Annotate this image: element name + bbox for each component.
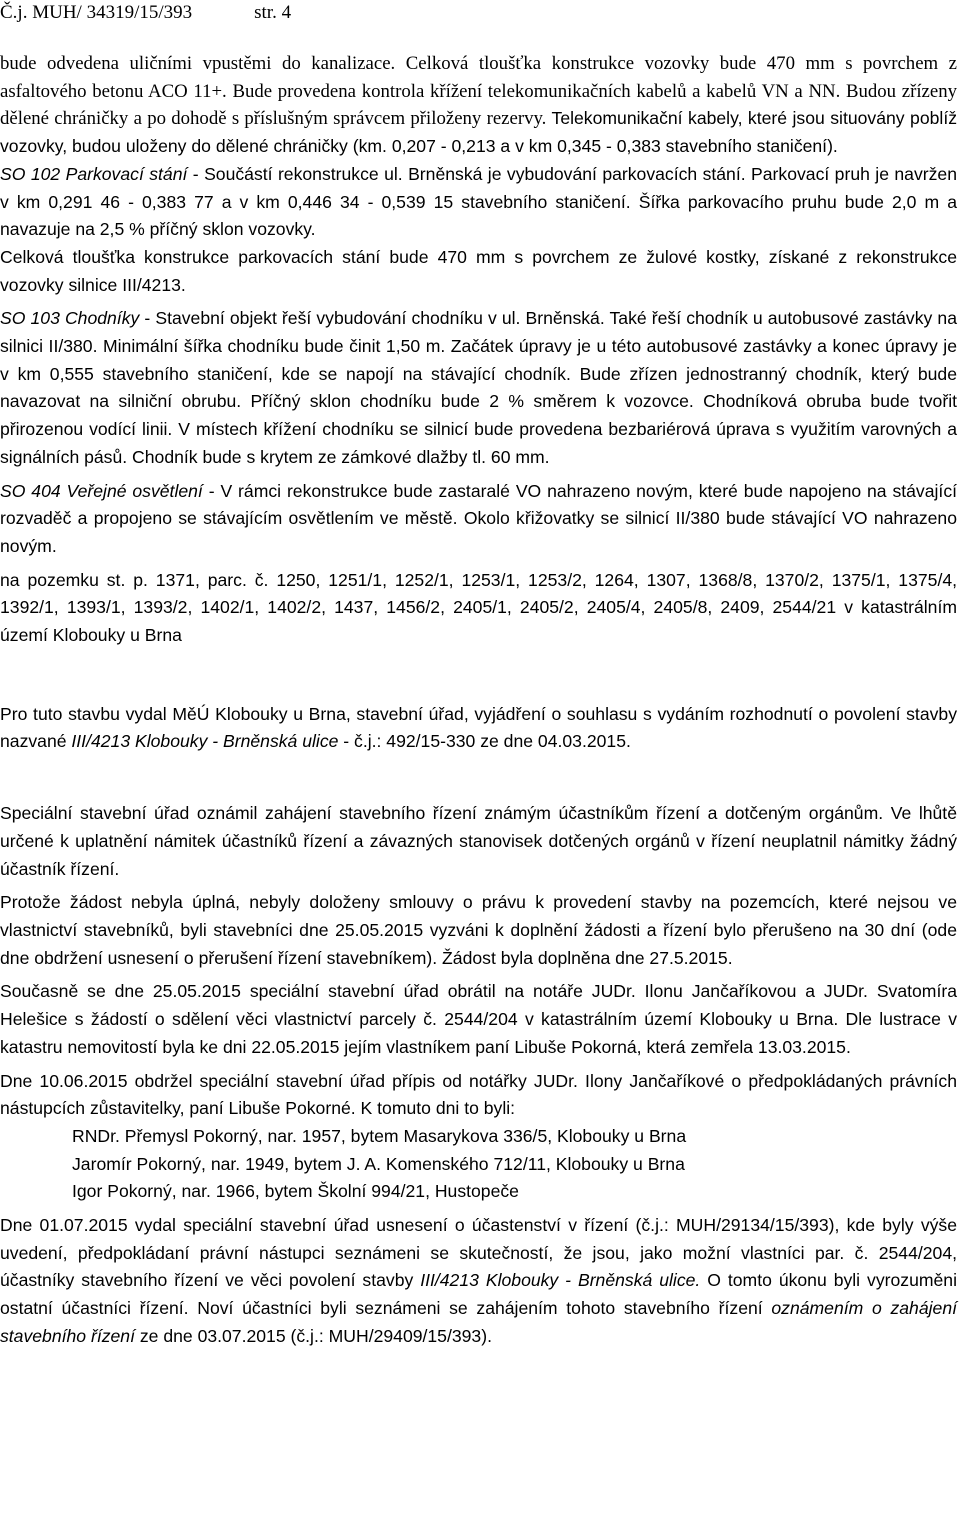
so102-title: SO 102 Parkovací stání [0, 163, 188, 184]
vydal-text-2: - č.j.: 492/15-330 ze dne 04.03.2015. [338, 731, 631, 752]
page-number: str. 4 [254, 2, 292, 23]
heirs-list [0, 1123, 957, 1206]
paragraph-so103 [0, 305, 957, 471]
list-item: RNDr. Přemysl Pokorný, nar. 1957, bytem Masarykova 336/5, Klobouky u Brna [72, 1125, 687, 1146]
so103-title: SO 103 Chodníky [0, 308, 140, 329]
paragraph-so404 [0, 478, 957, 561]
paragraph-vydal [0, 701, 957, 756]
paragraph-final [0, 1212, 957, 1351]
paragraph-protoze: Protože žádost nebyla úplná, nebyly doloženy smlouvy o právu k provedení stavby na pozemcích, které nejsou ve vlastnictví stavebníků, byli stavebníci dne 25.05.2015 vyzváni k doplnění žádosti a řízení bylo přerušeno na 30 dní (ode dne obdržení usnesení o přerušení řízení stavebníkem). Žádost byla doplněna dne 27.5.2015. [0, 892, 957, 968]
so404-text: - V rámci rekonstrukce bude zastaralé VO nahrazeno novým, které bude napojeno na stávající rozvaděč a propojeno se stávajícím osvětlením ve městě. Okolo křižovatky se silnicí II/380 bude stávající VO nahrazeno novým. [0, 480, 957, 556]
paragraph-soucasne: Současně se dne 25.05.2015 speciální stavební úřad obrátil na notáře JUDr. Ilonu Jančaříkovou a JUDr. Svatomíra Helešice s žádostí o sdělení věci vlastnictví parcely č. 2544/204 v katastrálním území Klobouky u Brna. Dle lustrace v katastru nemovitostí byla ke dni 22.05.2015 jejím vlastníkem paní Libuše Pokorná, která zemřela 13.03.2015. [0, 981, 957, 1057]
final-title-2: oznámením o zahájení stavebního řízení [0, 1298, 957, 1346]
so404-title: SO 404 Veřejné osvětlení [0, 480, 203, 501]
document-body [0, 50, 957, 1351]
list-item: Jaromír Pokorný, nar. 1949, bytem J. A. Komenského 712/11, Klobouky u Brna [72, 1153, 685, 1174]
final-text-2: O tomto úkonu byli vyrozuměni ostatní účastníci řízení. Noví účastníci byli seznámeni se zahájením tohoto stavebního řízení [0, 1270, 957, 1319]
vydal-text-1: Pro tuto stavbu vydal MěÚ Klobouky u Brna, stavební úřad, vyjádření o souhlasu s vydáním rozhodnutí o povolení stavby nazvané [0, 703, 957, 752]
so103-text: - Stavební objekt řeší vybudování chodníku v ul. Brněnská. Také řeší chodník u autobusové zastávky na silnici II/380. Minimální šířka chodníku bude činit 1,50 m. Začátek úpravy je u této autobusové zastávky a konec úpravy je v km 0,555 stavebního staničení, kde se napojí na stávající chodník. Bude zřízen jednostranný chodník, který bude navazovat na silniční obrubu. Příčný sklon chodníku bude 2 % směrem k vozovce. Chodníková obruba bude tvořit přirozenou vodící linii. V místech křížení chodníku se silnicí bude provedena bezbariérová úprava s využitím varovných a signálních pásů. Chodník bude s krytem ze zámkové dlažby tl. 60 mm. [0, 308, 957, 467]
list-item: Igor Pokorný, nar. 1966, bytem Školní 994/21, Hustopeče [72, 1181, 519, 1202]
final-text-3: ze dne 03.07.2015 (č.j.: MUH/29409/15/393). [134, 1325, 492, 1346]
paragraph-so102 [0, 161, 957, 244]
reference-number: Č.j. MUH/ 34319/15/393 [0, 2, 193, 23]
paragraph-oznamil: Speciální stavební úřad oznámil zahájení stavebního řízení známým účastníkům řízení a dotčeným orgánům. Ve lhůtě určené k uplatnění námitek účastníků řízení a závazných stanovisek dotčených orgánů v řízení neuplatnil námitky žádný účastník řízení. [0, 803, 957, 879]
final-title: III/4213 Klobouky - Brněnská ulice. [420, 1270, 701, 1291]
paragraph-so102-thickness: Celková tloušťka konstrukce parkovacích stání bude 470 mm s povrchem ze žulové kostky, získané z rekonstrukce vozovky silnice III/4213. [0, 246, 957, 295]
paragraph-drainage [0, 50, 957, 161]
final-text-1: Dne 01.07.2015 vydal speciální stavební úřad usnesení o účastenství v řízení (č.j.: MUH/29134/15/393), kde byly výše uvedení, předpokládaní právní nástupci seznámeni se skutečností, že jsou, jako možní vlastníci par. č. 2544/204, účastníky stavebního řízení ve věci povolení stavby [0, 1215, 957, 1291]
so102-text: - Součástí rekonstrukce ul. Brněnská je vybudování parkovacích stání. Parkovací pruh je navržen v km 0,291 46 - 0,383 77 a v km 0,446 34 - 0,539 15 stavebního staničení. Šířka parkovacího pruhu bude 2,0 m a navazuje na 2,5 % příčný sklon vozovky. [0, 163, 957, 240]
drainage-text: bude odvedena uličními vpustěmi do kanalizace. Celková tloušťka konstrukce vozovky bude 470 mm s povrchem z asfaltového betonu ACO 11+. Bude provedena kontrola křížení telekomunikačních kabelů a kabelů VN a NN. Budou zřízeny dělené chráničky a po dohodě s příslušným správcem přiloženy rezervy. [0, 53, 957, 130]
page-header [0, 0, 291, 26]
telecom-text: Telekomunikační kabely, které jsou situovány poblíž vozovky, budou uloženy do dělené chráničky (km. 0,207 - 0,213 a v km 0,345 - 0,383 stavebního staničení). [0, 108, 957, 157]
vydal-title: III/4213 Klobouky - Brněnská ulice [71, 731, 339, 752]
paragraph-parcels: na pozemku st. p. 1371, parc. č. 1250, 1251/1, 1252/1, 1253/1, 1253/2, 1264, 1307, 1368/8, 1370/2, 1375/1, 1375/4, 1392/1, 1393/1, 1393/2, 1402/1, 1402/2, 1437, 1456/2, 2405/1, 2405/2, 2405/4, 2405/8, 2409, 2544/21 v katastrálním území Klobouky u Brna [0, 569, 957, 646]
paragraph-dne-1006: Dne 10.06.2015 obdržel speciální stavební úřad přípis od notářky JUDr. Ilony Jančaříkové o předpokládaných právních nástupcích zůstavitelky, paní Libuše Pokorné. K tomuto dni to byli: [0, 1070, 957, 1119]
